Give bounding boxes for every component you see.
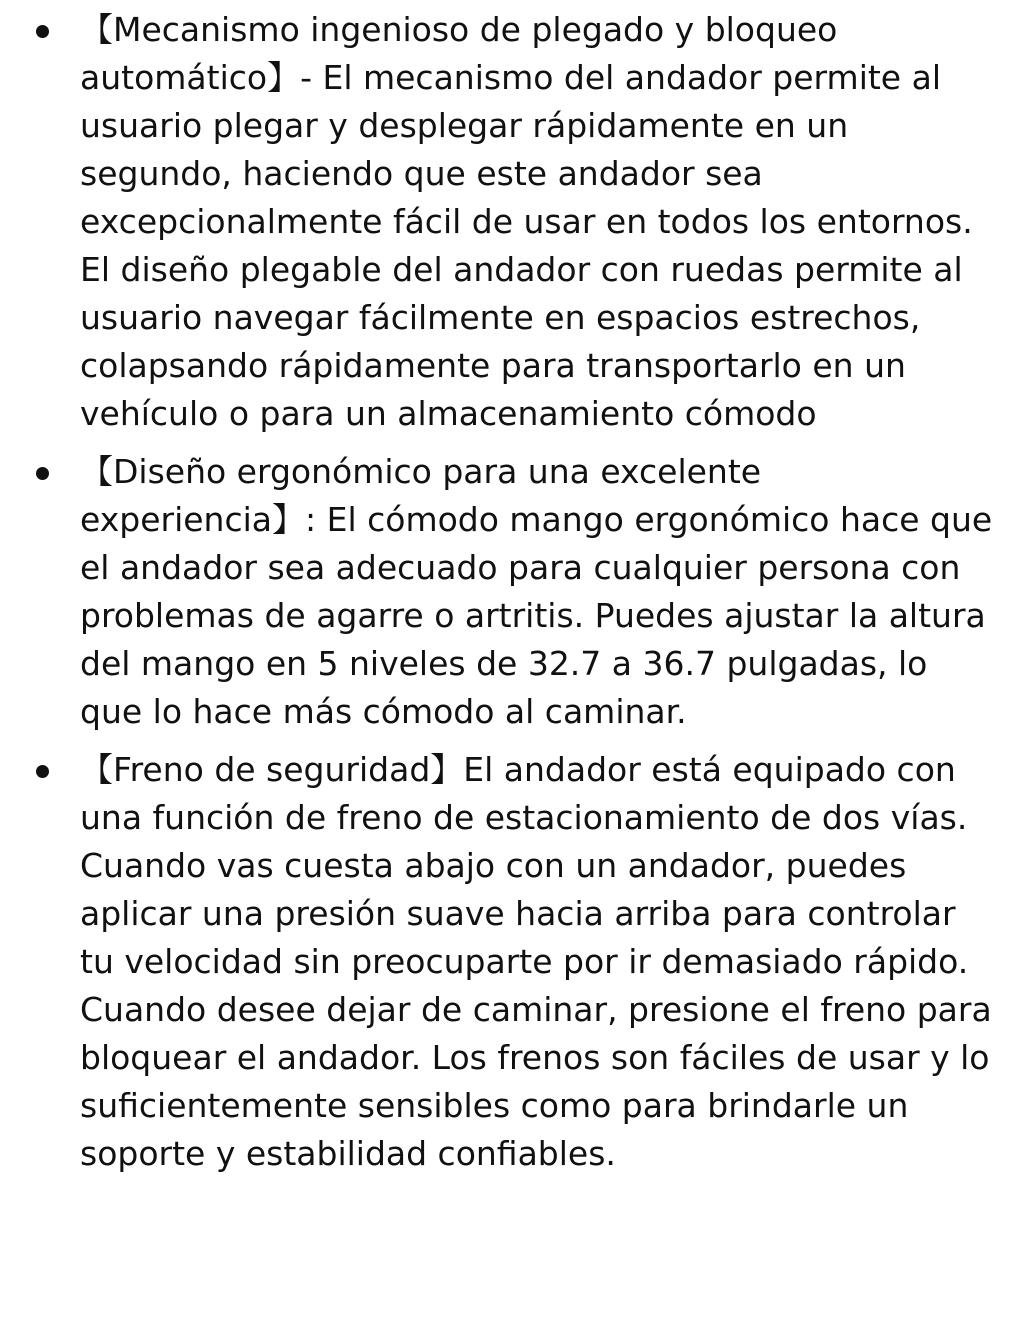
feature-item-ergonomic-design [0,448,996,736]
feature-text: 【Mecanismo ingenioso de plegado y bloqueo automático】- El mecanismo del andador permite al usuario plegar y desplegar rápidamente en un segundo, haciendo que este andador sea excepcionalmente fácil de usar en todos los entornos. El diseño plegable del andador con ruedas permite al usuario navegar fácilmente en espacios estrechos, colapsando rápidamente para transportarlo en un vehículo o para un almacenamiento cómodo [80,10,973,433]
feature-text: 【Freno de seguridad】El andador está equipado con una función de freno de estacionamiento de dos vías. Cuando vas cuesta abajo con un andador, puedes aplicar una presión suave hacia arriba para controlar tu velocidad sin preocuparte por ir demasiado rápido. Cuando desee dejar de caminar, presione el freno para bloquear el andador. Los frenos son fáciles de usar y lo suficientemente sensibles como para brindarle un soporte y estabilidad confiables. [80,750,992,1173]
feature-text: 【Diseño ergonómico para una excelente experiencia】: El cómodo mango ergonómico hace que el andador sea adecuado para cualquier persona con problemas de agarre o artritis. Puedes ajustar la altura del mango en 5 niveles de 32.7 a 36.7 pulgadas, lo que lo hace más cómodo al caminar. [80,452,993,731]
bullet-icon [36,25,49,38]
bullet-icon [36,765,49,778]
feature-item-folding-mechanism [0,6,996,438]
bullet-icon [36,467,49,480]
feature-item-safety-brake [0,746,996,1178]
